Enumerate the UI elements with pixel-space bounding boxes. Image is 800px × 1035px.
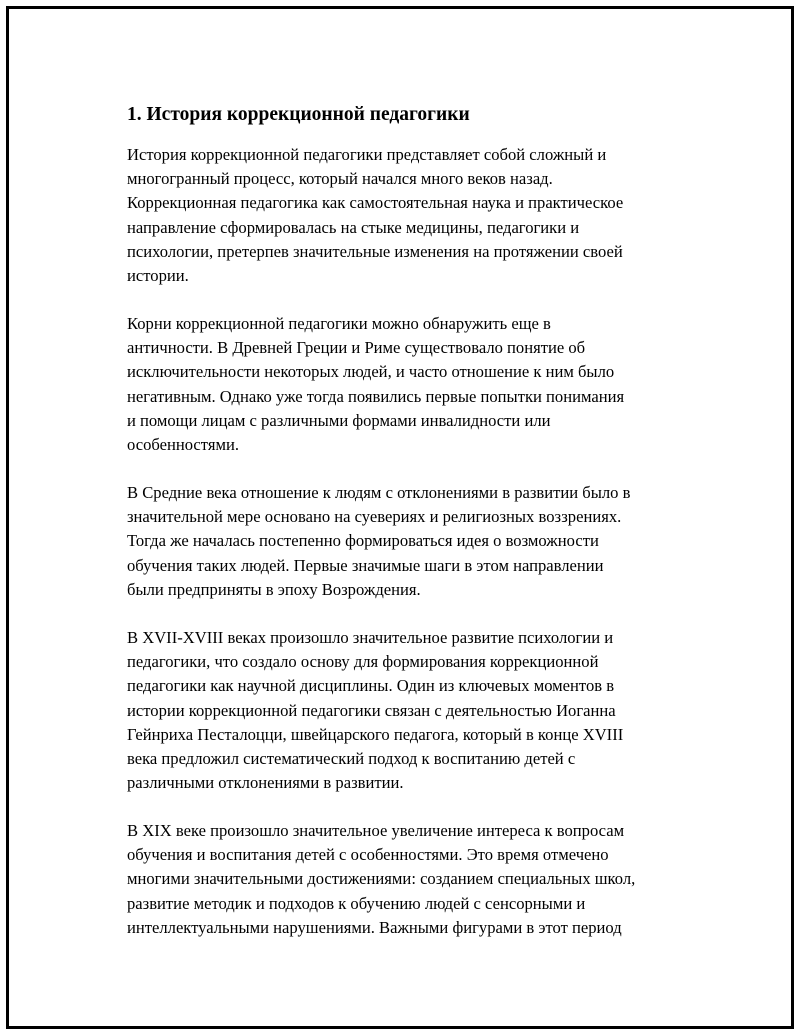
text-line: обучения таких людей. Первые значимые шаги в этом направлении xyxy=(127,555,604,575)
text-line: истории коррекционной педагогики связан с деятельностью Иоганна xyxy=(127,700,616,720)
text-line: значительной мере основано на суевериях и религиозных воззрениях. xyxy=(127,507,622,527)
text-line: века предложил систематический подход к воспитанию детей с xyxy=(127,749,576,769)
text-line: Гейнриха Песталоцци, швейцарского педагога, который в конце XVIII xyxy=(127,724,624,744)
text-line: античности. В Древней Греции и Риме существовало понятие об xyxy=(127,338,586,358)
paragraph-3 xyxy=(127,481,630,602)
text-line: развитие методик и подходов к обучению людей с сенсорными и xyxy=(127,893,586,913)
paragraph-4 xyxy=(127,626,623,795)
page-border-frame xyxy=(6,6,794,1029)
paragraph-1 xyxy=(127,143,623,288)
text-line: были предприняты в эпоху Возрождения. xyxy=(127,579,421,599)
text-line: обучения и воспитания детей с особенностями. Это время отмечено xyxy=(127,845,609,865)
text-line: истории. xyxy=(127,266,189,286)
text-line: Корни коррекционной педагогики можно обнаружить еще в xyxy=(127,314,551,333)
section-heading: 1. История коррекционной педагогики xyxy=(127,104,470,125)
text-line: психологии, претерпев значительные изменения на протяжении своей xyxy=(127,241,623,261)
text-line: негативным. Однако уже тогда появились первые попытки понимания xyxy=(127,386,625,406)
paragraph-5 xyxy=(127,819,635,940)
paragraph-2 xyxy=(127,312,624,457)
text-line: В XVII-XVIII веках произошло значительное развитие психологии и xyxy=(127,628,614,647)
text-line: и помощи лицам с различными формами инвалидности или xyxy=(127,410,551,430)
text-line: многогранный процесс, который начался много веков назад. xyxy=(127,169,553,189)
text-line: Тогда же началась постепенно формироваться идея о возможности xyxy=(127,531,599,551)
text-line: различными отклонениями в развитии. xyxy=(127,773,404,793)
text-line: В Средние века отношение к людям с отклонениями в развитии было в xyxy=(127,483,631,502)
text-line: особенностями. xyxy=(127,435,239,455)
text-line: педагогики как научной дисциплины. Один из ключевых моментов в xyxy=(127,676,615,696)
text-line: Коррекционная педагогика как самостоятельная наука и практическое xyxy=(127,193,624,213)
text-line: многими значительными достижениями: созданием специальных школ, xyxy=(127,869,636,889)
text-line: педагогики, что создало основу для формирования коррекционной xyxy=(127,652,599,672)
text-line: В XIX веке произошло значительное увеличение интереса к вопросам xyxy=(127,821,625,840)
text-line: интеллектуальными нарушениями. Важными фигурами в этот период xyxy=(127,917,622,937)
text-line: История коррекционной педагогики представляет собой сложный и xyxy=(127,145,607,164)
text-line: направление сформировалась на стыке медицины, педагогики и xyxy=(127,217,580,237)
text-line: исключительности некоторых людей, и часто отношение к ним было xyxy=(127,362,615,382)
